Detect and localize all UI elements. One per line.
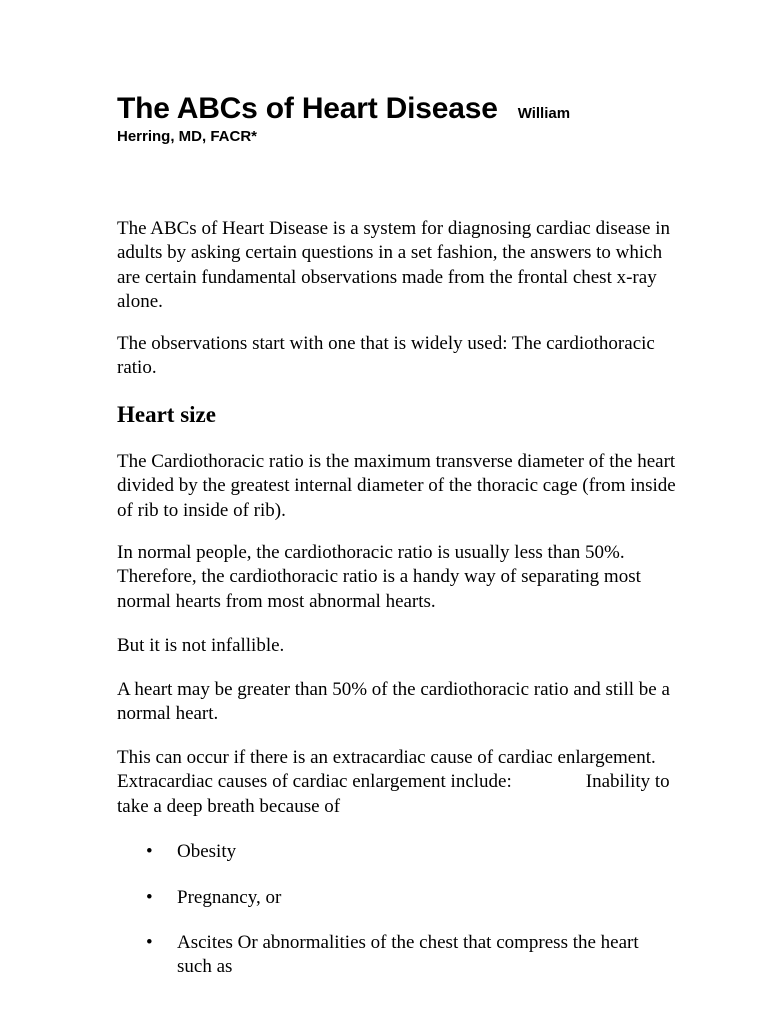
- title-line: [117, 92, 570, 126]
- section-heading-heart-size: Heart size: [117, 402, 216, 427]
- ratio-definition-paragraph: The Cardiothoracic ratio is the maximum transverse diameter of the heart divided by the greatest internal diameter of the thoracic cage (from inside of rib to inside of rib).: [117, 451, 676, 521]
- greater-than-paragraph: A heart may be greater than 50% of the cardiothoracic ratio and still be a normal heart.: [117, 679, 670, 725]
- extracardiac-tail: Inability to take a deep breath because of: [117, 771, 670, 817]
- bullet-item: [146, 931, 666, 980]
- not-infallible-paragraph: But it is not infallible.: [117, 635, 285, 656]
- bullet-text: Ascites Or abnormalities of the chest that compress the heart such as: [177, 932, 639, 978]
- author-name-part2: Herring, MD, FACR*: [117, 128, 258, 145]
- document-title: The ABCs of Heart Disease: [117, 92, 498, 125]
- bullet-text: Pregnancy, or: [177, 887, 282, 908]
- bullet-icon: •: [146, 932, 153, 953]
- extracardiac-paragraph: [117, 746, 677, 819]
- normal-people-paragraph: In normal people, the cardiothoracic ratio is usually less than 50%. Therefore, the cardiothoracic ratio is a handy way of separating most normal hearts from most abnormal hearts.: [117, 542, 641, 612]
- bullet-icon: •: [146, 841, 153, 862]
- bullet-item: [146, 840, 666, 864]
- author-name-part1: William: [517, 105, 571, 122]
- bullet-text: Obesity: [177, 841, 237, 862]
- intro-paragraph: The ABCs of Heart Disease is a system for diagnosing cardiac disease in adults by asking certain questions in a set fashion, the answers to which are certain fundamental observations made from the frontal chest x-ray alone.: [117, 218, 670, 313]
- bullet-item: [146, 886, 666, 910]
- bullet-icon: •: [146, 887, 153, 908]
- observations-paragraph: The observations start with one that is widely used: The cardiothoracic ratio.: [117, 333, 655, 379]
- extracardiac-intro: This can occur if there is an extracardiac cause of cardiac enlargement. Extracardiac causes of cardiac enlargement include:: [117, 747, 656, 793]
